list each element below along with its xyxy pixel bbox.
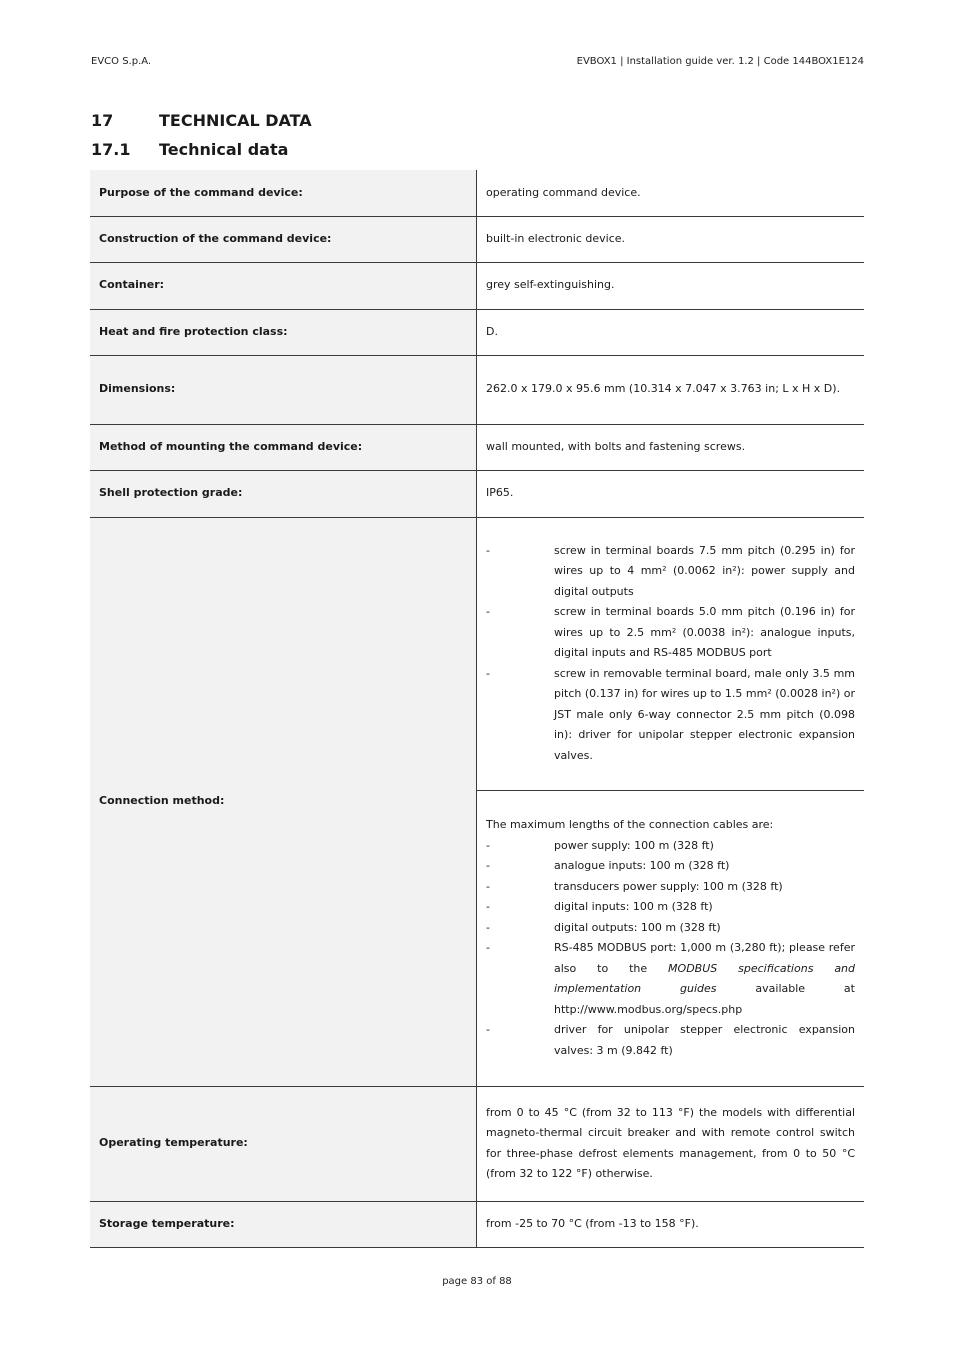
row-label: Storage temperature:	[90, 1201, 477, 1247]
lengths-intro: The maximum lengths of the connection cables are:	[486, 818, 774, 831]
subsection-title: Technical data	[159, 140, 289, 159]
row-label: Operating temperature:	[90, 1086, 477, 1201]
modbus-guides-title: MODBUS specifications and implementation guides	[554, 961, 856, 995]
row-value: from 0 to 45 °C (from 32 to 113 °F) the models with differential magneto-thermal circuit breaker and with remote control switch for three-phase defrost elements management, from 0 to 50 °C (from 32 to 122 °F) otherwise.	[477, 1086, 865, 1201]
technical-data-table	[90, 170, 864, 1248]
row-value: wall mounted, with bolts and fastening screws.	[477, 424, 865, 470]
subsection-heading	[91, 140, 288, 159]
section-number: 17	[91, 111, 114, 130]
list-item: - RS-485 MODBUS port: 1,000 m (3,280 ft); please refer also to the MODBUS specifications and implementation guides available at http://www.modbus.org/specs.php	[486, 941, 856, 1016]
list-item: - power supply: 100 m (328 ft)	[486, 838, 714, 852]
table-row	[90, 309, 864, 355]
row-value: D.	[477, 309, 865, 355]
list-item: - screw in terminal boards 7.5 mm pitch (0.295 in) for wires up to 4 mm² (0.0062 in²): power supply and digital outputs	[486, 543, 855, 598]
row-label: Method of mounting the command device:	[90, 424, 477, 470]
list-item: - driver for unipolar stepper electronic expansion valves: 3 m (9.842 ft)	[486, 1023, 855, 1057]
list-item: - transducers power supply: 100 m (328 ft)	[486, 879, 783, 893]
table-row	[90, 216, 864, 262]
row-value: built-in electronic device.	[477, 216, 865, 262]
section-title: TECHNICAL DATA	[159, 111, 312, 130]
row-value: 262.0 x 179.0 x 95.6 mm (10.314 x 7.047 x 3.763 in; L x H x D).	[477, 355, 865, 424]
table-row	[90, 470, 864, 517]
row-label: Connection method:	[90, 517, 477, 1086]
row-value-lengths	[477, 790, 865, 1086]
table-row	[90, 355, 864, 424]
list-item: - digital outputs: 100 m (328 ft)	[486, 920, 721, 934]
row-value: grey self-extinguishing.	[477, 262, 865, 309]
list-item: - screw in terminal boards 5.0 mm pitch (0.196 in) for wires up to 2.5 mm² (0.0038 in²): analogue inputs, digital inputs and RS-485 MODBUS port	[486, 605, 855, 660]
section-heading	[91, 111, 312, 130]
table-row	[90, 262, 864, 309]
row-label: Construction of the command device:	[90, 216, 477, 262]
row-label: Dimensions:	[90, 355, 477, 424]
row-value: IP65.	[477, 470, 865, 517]
row-value-terminals	[477, 517, 865, 790]
row-label: Shell protection grade:	[90, 470, 477, 517]
row-value: operating command device.	[477, 170, 865, 216]
subsection-number: 17.1	[91, 140, 131, 159]
table-row-connection-terminals	[90, 517, 864, 790]
row-value: from -25 to 70 °C (from -13 to 158 °F).	[477, 1201, 865, 1247]
list-item: - screw in removable terminal board, male only 3.5 mm pitch (0.137 in) for wires up to 1.5 mm² (0.0028 in²) or JST male only 6-way connector 2.5 mm pitch (0.098 in): driver for unipolar stepper electronic expansion valves.	[486, 666, 855, 762]
list-item: - analogue inputs: 100 m (328 ft)	[486, 859, 730, 872]
list-item: - digital inputs: 100 m (328 ft)	[486, 900, 713, 913]
row-label: Purpose of the command device:	[90, 170, 477, 216]
row-label: Container:	[90, 262, 477, 309]
table-row	[90, 1086, 864, 1201]
header-doc-info: EVBOX1 | Installation guide ver. 1.2 | Code 144BOX1E124	[576, 56, 864, 67]
row-label: Heat and fire protection class:	[90, 309, 477, 355]
page-number: page 83 of 88	[442, 1276, 512, 1287]
table-row	[90, 170, 864, 216]
header-company: EVCO S.p.A.	[91, 56, 152, 67]
table-row	[90, 1201, 864, 1247]
table-row	[90, 424, 864, 470]
